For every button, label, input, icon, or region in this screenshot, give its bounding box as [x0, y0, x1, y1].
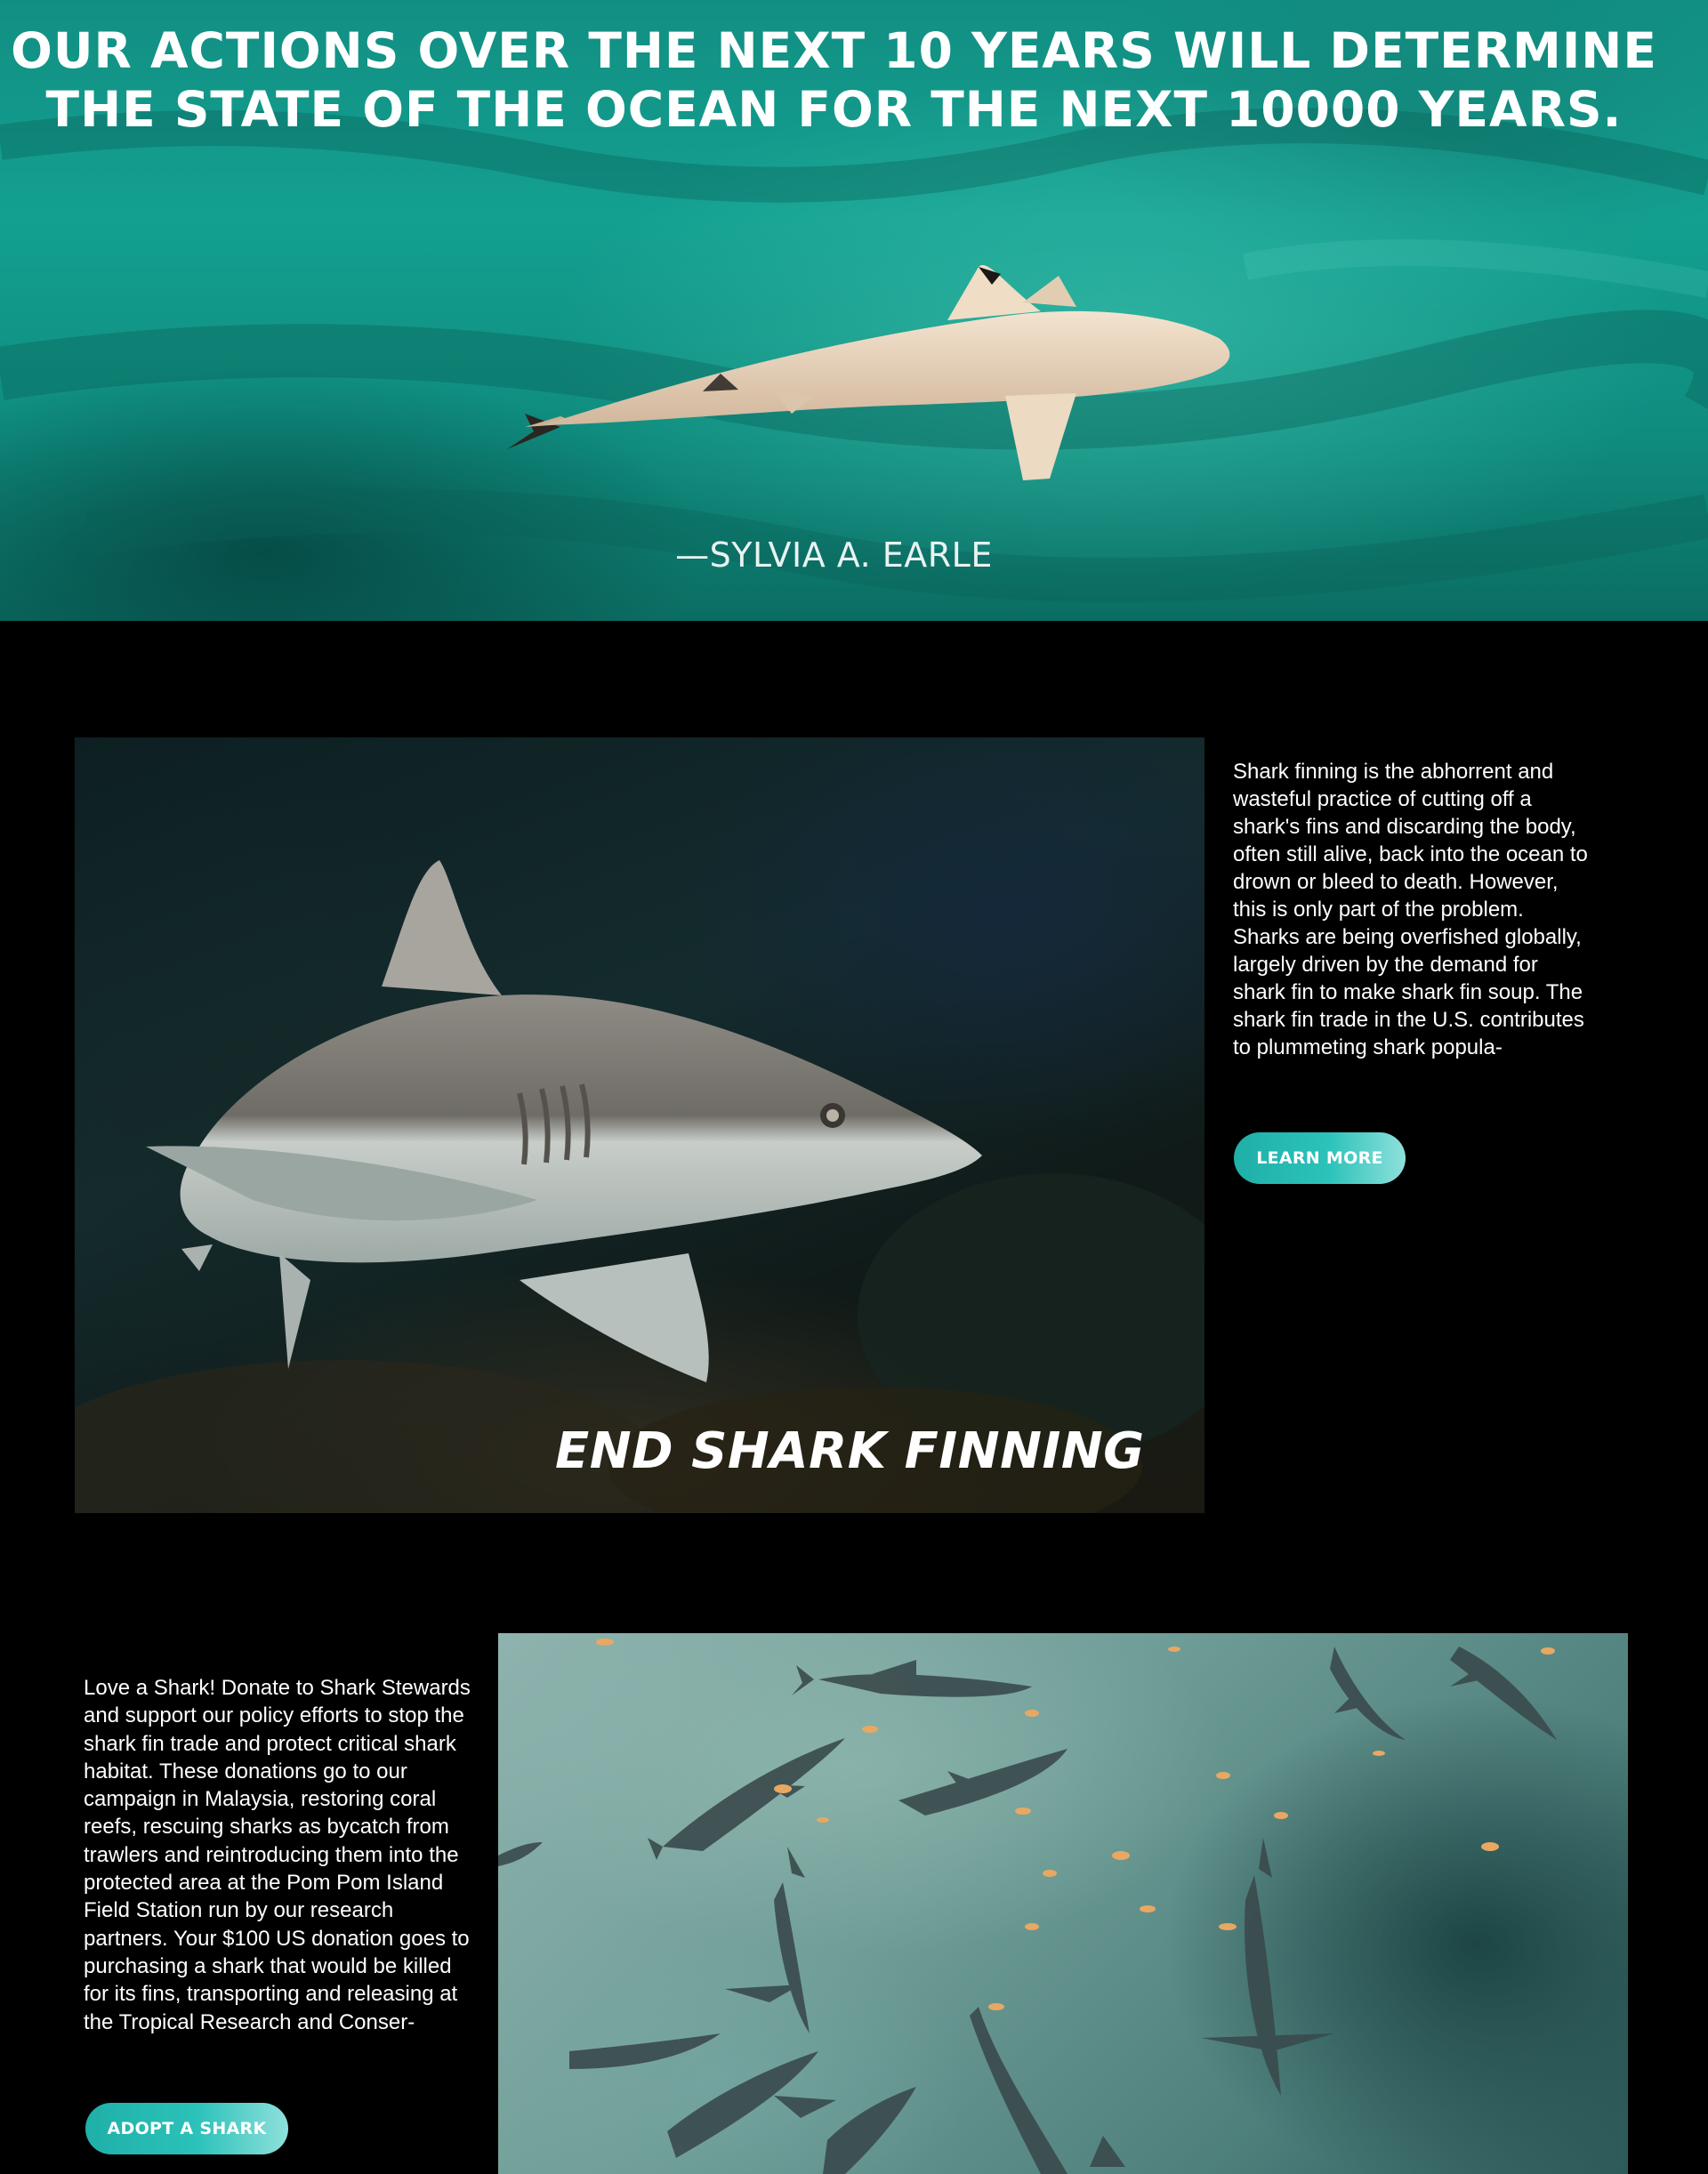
hero-section — [0, 0, 1708, 621]
shark-school-illustration — [498, 1633, 1628, 2174]
shark-finning-description: Shark finning is the abhorrent and wasteful practice of cutting off a shark's fins and discarding the body, often still alive, back into the ocean to drown or bleed to death. However, this is only part of the problem. Sharks are being overfished globally, largely driven by the demand for shark fin to make shark fin soup. The shark fin trade in the U.S. contributes to plummeting shark popula- — [1233, 760, 1588, 1059]
adopt-a-shark-button[interactable]: ADOPT A SHARK — [85, 2103, 288, 2154]
adopt-a-shark-description: Love a Shark! Donate to Shark Stewards and support our policy efforts to stop the shark fin trade and protect critical shark habitat. These donations go to our campaign in Malaysia, restoring coral reefs, rescuing sharks as bycatch from trawlers and reintroducing them into the protected area at the Pom Pom Island Field Station run by our research partners. Your $100 US donation goes to purchasing a shark that would be killed for its fins, transporting and releasing at the Tropical Research and Conser- — [84, 1676, 471, 2034]
swimming-shark-image — [507, 249, 1245, 525]
reef-shark-illustration — [75, 737, 1204, 1513]
shallow-water-sharks-image — [498, 1633, 1628, 2174]
hero-quote: OUR ACTIONS OVER THE NEXT 10 YEARS WILL DETERMINE THE STATE OF THE OCEAN FOR THE NEXT 10000 YEARS. — [11, 22, 1657, 138]
quote-attribution: —SYLVIA A. EARLE — [675, 535, 993, 575]
end-shark-finning-heading: END SHARK FINNING — [555, 1422, 1145, 1480]
reef-shark-image — [75, 737, 1204, 1513]
learn-more-button[interactable]: LEARN MORE — [1234, 1132, 1406, 1184]
